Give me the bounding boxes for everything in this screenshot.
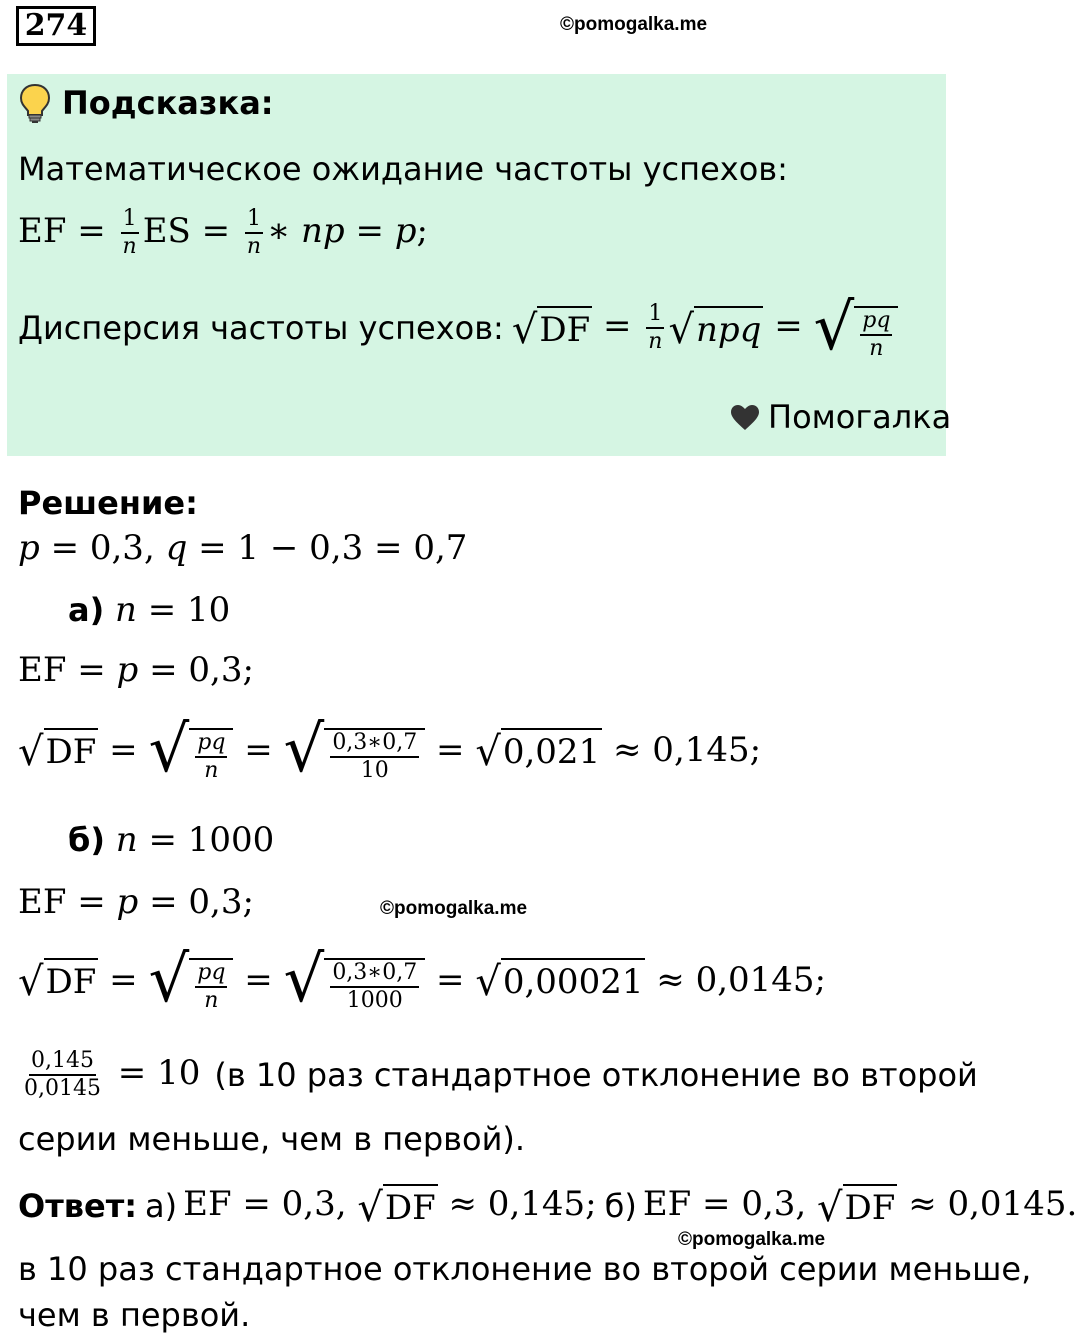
answer-line2: в 10 раз стандартное отклонение во второй серии меньше, — [18, 1250, 1032, 1288]
answer-line3: чем в первой. — [18, 1296, 251, 1334]
solution-title: Решение: — [18, 484, 198, 522]
ratio-text-2: серии меньше, чем в первой). — [18, 1120, 526, 1158]
lightbulb-icon — [18, 82, 52, 128]
watermark-bottom: ©pomogalka.me — [678, 1229, 826, 1250]
problem-number: 274 — [16, 6, 96, 46]
ratio-line: $\frac{0,145}{0,0145}$ = 10 (в 10 раз стандартное отклонение во второй — [24, 1048, 978, 1101]
part-b-ef: EF = p = 0,3; — [18, 882, 254, 922]
watermark-mid: ©pomogalka.me — [380, 898, 528, 919]
part-b-heading: б) n = 1000 — [68, 820, 275, 860]
watermark-top: ©pomogalka.me — [560, 14, 708, 35]
part-b-label: б) — [68, 821, 105, 859]
answer-line: Ответ: а) EF = 0,3, √ DF ≈ 0,145; б) EF = 0,3, √ DF ≈ 0,0145. — [18, 1184, 1077, 1231]
solution-pq: p = 0,3, q = 1 − 0,3 = 0,7 — [18, 528, 468, 568]
hint-title: Подсказка: — [62, 84, 274, 122]
answer-label: Ответ: — [18, 1187, 138, 1225]
answer-a-label: а) — [145, 1187, 178, 1225]
answer-b-label: б) — [604, 1187, 637, 1225]
part-a-ef: EF = p = 0,3; — [18, 650, 254, 690]
part-a-df: √ DF = √ $\frac{pq}{n}$ = √ $\frac{0,3∗0,7}{10}$ = √ 0,021 ≈ 0,145; — [18, 713, 762, 787]
hint-formula-ef: EF = $\frac{1}{n}$ ES = $\frac{1}{n}$ ∗ np = p; — [18, 206, 429, 259]
hint-formula-df: Дисперсия частоты успехов: √ DF = $\frac{1}{n}$ √ npq = √ $\frac{pq}{n}$ — [18, 296, 898, 360]
ratio-text: (в 10 раз стандартное отклонение во второй — [214, 1056, 978, 1094]
part-b-df: √ DF = √ $\frac{pq}{n}$ = √ $\frac{0,3∗0,7}{1000}$ = √ 0,00021 ≈ 0,0145; — [18, 943, 826, 1017]
part-a-heading: а) n = 10 — [68, 590, 231, 630]
hint-brand: Помогалка — [768, 398, 952, 436]
heart-icon — [730, 404, 760, 436]
part-a-label: а) — [68, 591, 105, 629]
hint-line1: Математическое ожидание частоты успехов: — [18, 150, 788, 188]
hint-line3-label: Дисперсия частоты успехов: — [18, 309, 504, 347]
